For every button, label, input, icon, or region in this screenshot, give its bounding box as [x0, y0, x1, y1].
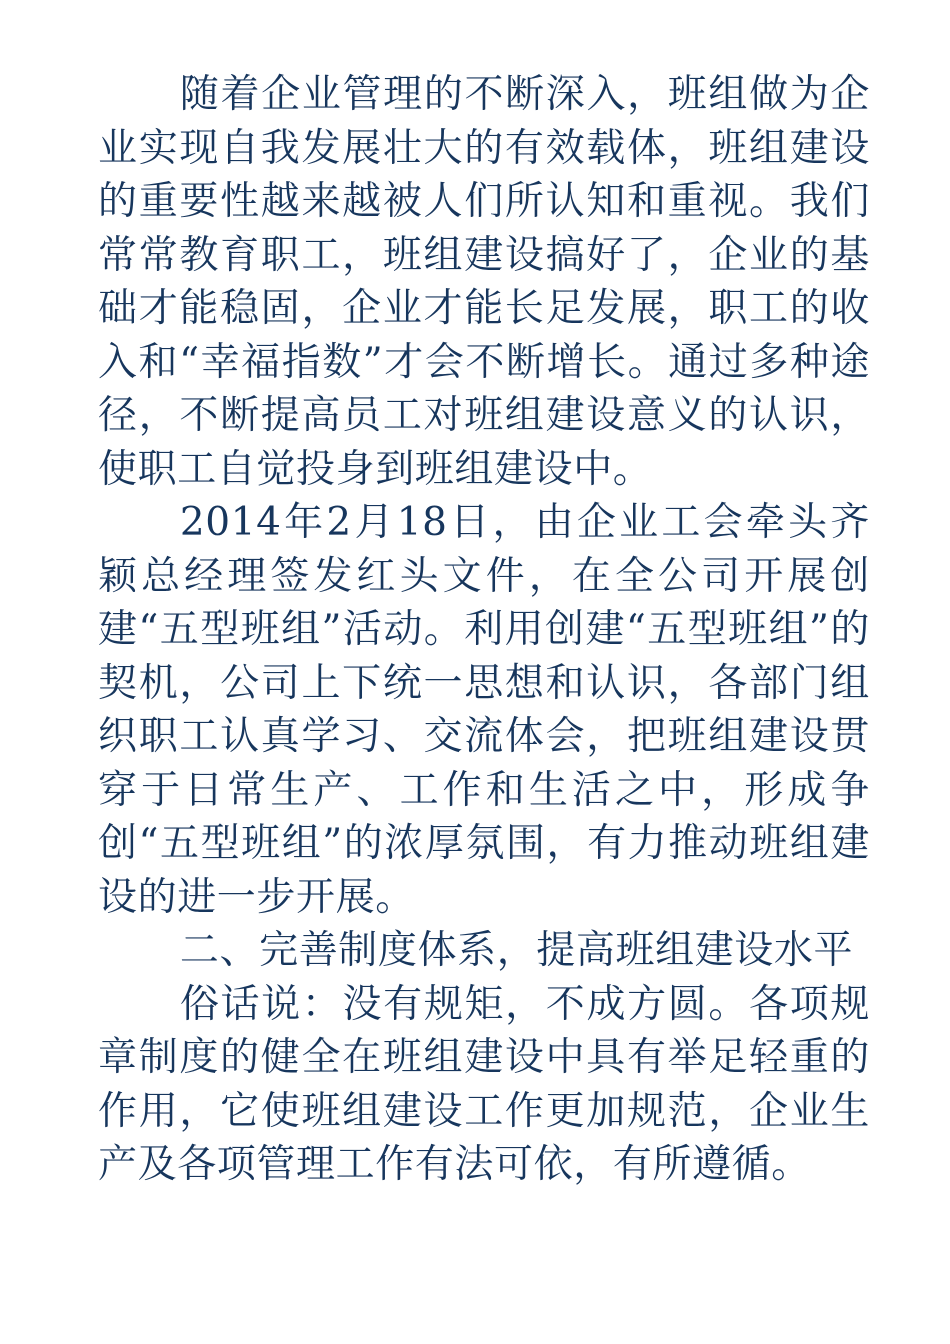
paragraph-2: 2014年2月18日，由企业工会牵头齐颖总经理签发红头文件，在全公司开展创建“五型班组”活动。利用创建“五型班组”的契机，公司上下统一思想和认识，各部门组织职工认真学习、交流体会，把班组建设贯穿于日常生产、工作和生活之中，形成争创“五型班组”的浓厚氛围，有力推动班组建设的进一步开展。	[98, 500, 870, 920]
paragraph-1: 随着企业管理的不断深入，班组做为企业实现自我发展壮大的有效载体，班组建设的重要性越来越被人们所认知和重视。我们常常教育职工，班组建设搞好了，企业的基础才能稳固，企业才能长足发展，职工的收入和“幸福指数”才会不断增长。通过多种途径，不断提高员工对班组建设意义的认识，使职工自觉投身到班组建设中。	[98, 72, 870, 492]
paragraph-3: 俗话说：没有规矩，不成方圆。各项规章制度的健全在班组建设中具有举足轻重的作用，它使班组建设工作更加规范，企业生产及各项管理工作有法可依，有所遵循。	[98, 981, 870, 1187]
document-body	[98, 68, 870, 1192]
section-heading: 二、完善制度体系，提高班组建设水平	[179, 928, 854, 973]
